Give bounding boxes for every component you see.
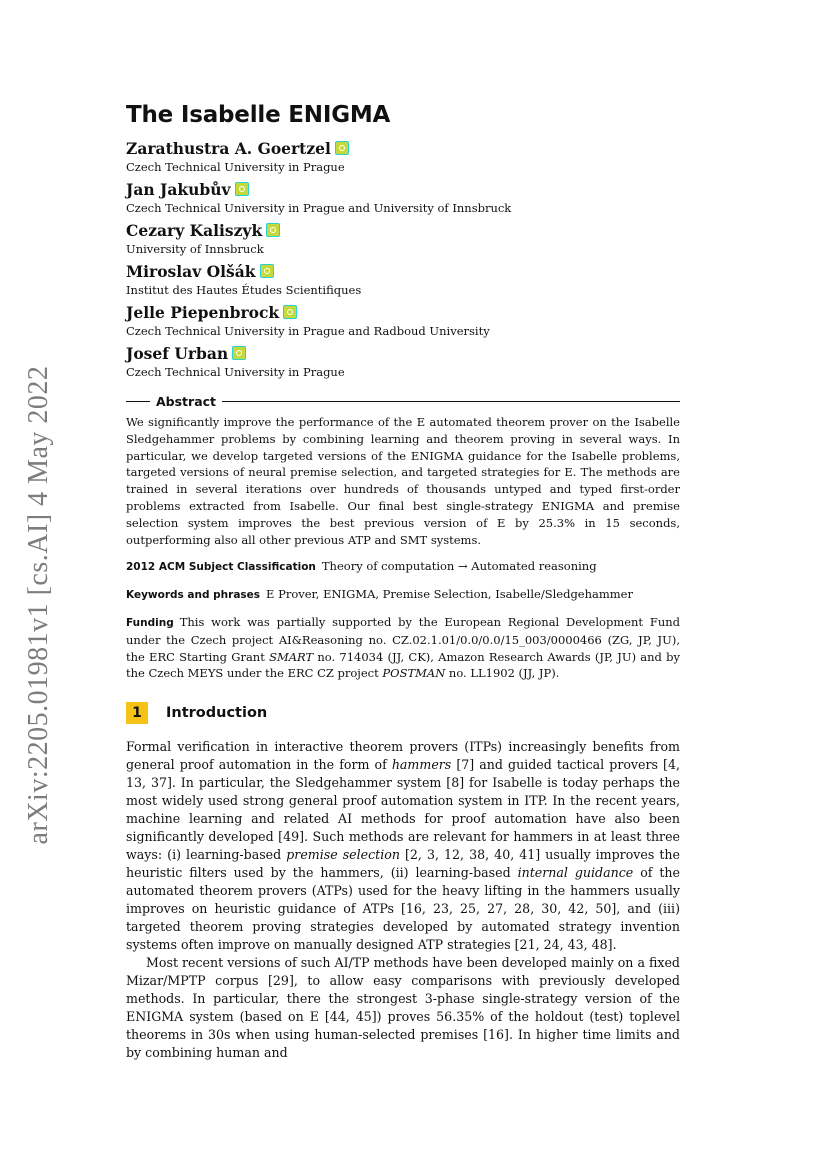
author-entry [126, 179, 680, 216]
p1-term-hammers: hammers [391, 757, 452, 773]
keywords-text: E Prover, ENIGMA, Premise Selection, Isabelle/Sledgehammer [266, 587, 633, 602]
author-name: Miroslav Olšák [126, 262, 256, 281]
orcid-icon[interactable] [235, 182, 249, 196]
author-entry [126, 343, 680, 380]
author-name: Josef Urban [126, 344, 229, 363]
orcid-icon[interactable] [260, 264, 274, 278]
funding-project-postman: POSTMAN [382, 666, 446, 681]
keywords [126, 586, 680, 604]
section-title: Introduction [166, 705, 268, 722]
p1-text-a: Formal verification in interactive theorem provers (ITPs) increasingly benefits from general proof automation in the form of [126, 739, 680, 773]
orcid-icon[interactable] [266, 223, 280, 237]
author-affiliation: University of Innsbruck [126, 242, 264, 256]
section-number: 1 [126, 702, 148, 724]
author-entry [126, 302, 680, 339]
funding-text-3: no. LL1902 (JJ, JP). [445, 666, 560, 681]
paragraph: Most recent versions of such AI/TP methods have been developed mainly on a fixed Mizar/MPTP corpus [29], to allow easy comparisons with previously developed methods. In particular, there the strongest 3-phase single-strategy version of the ENIGMA system (based on E [44, 45]) proves 56.35% of the holdout (test) toplevel theorems in 30s when using human-selected premises [16]. In higher time limits and by combining human and [126, 955, 680, 1061]
p1-term-premise-selection: premise selection [286, 847, 400, 863]
section-heading [126, 702, 680, 724]
author-affiliation: Czech Technical University in Prague [126, 160, 345, 174]
author-name: Zarathustra A. Goertzel [126, 139, 331, 158]
paragraph [126, 738, 680, 954]
funding-text-2: no. 714034 (JJ, CK), Amazon Research Awards (JP, JU) and by the Czech MEYS under the ERC CZ project [126, 649, 680, 681]
orcid-icon[interactable] [335, 141, 349, 155]
orcid-icon[interactable] [283, 305, 297, 319]
author-name: Cezary Kaliszyk [126, 221, 263, 240]
author-name: Jelle Piepenbrock [126, 303, 280, 322]
author-entry [126, 261, 680, 298]
funding-grant-smart: SMART [269, 649, 314, 664]
arxiv-identifier [14, 365, 64, 845]
author-affiliation: Czech Technical University in Prague and University of Innsbruck [126, 201, 512, 215]
funding-label: Funding [126, 616, 174, 629]
section-body [126, 738, 680, 1062]
abstract-rule-left [126, 401, 150, 402]
paper-page [126, 98, 680, 1062]
author-affiliation: Czech Technical University in Prague [126, 365, 345, 379]
acm-text: Theory of computation → Automated reasoning [321, 559, 597, 574]
acm-classification [126, 558, 680, 576]
author-list [126, 138, 680, 380]
acm-label: 2012 ACM Subject Classification [126, 561, 316, 574]
funding-text-1: This work was partially supported by the European Regional Development Fund under the Czech project AI&Reasoning no. CZ.02.1.01/0.0/0.0/15_003/0000466 (ZG, JP, JU), the ERC Starting Grant [126, 614, 680, 664]
keywords-label: Keywords and phrases [126, 589, 261, 602]
author-name: Jan Jakubův [126, 180, 231, 199]
funding [126, 614, 680, 682]
abstract-label: Abstract [156, 393, 217, 409]
arxiv-identifier-text: arXiv:2205.01981v1 [cs.AI] 4 May 2022 [23, 365, 54, 845]
paper-title: The Isabelle ENIGMA [126, 102, 391, 128]
author-entry [126, 220, 680, 257]
author-affiliation: Institut des Hautes Études Scientifiques [126, 283, 362, 297]
abstract-rule-right [222, 401, 680, 402]
author-affiliation: Czech Technical University in Prague and Radboud University [126, 324, 490, 338]
p1-term-internal-guidance: internal guidance [517, 865, 634, 881]
p1-text-g: of the automated theorem provers (ATPs) used for the heavy lifting in the hammers usually improves on heuristic guidance of ATPs [16, 23, 25, 27, 28, 30, 42, 50], and (iii) targeted theorem proving strategies developed by automated strategy invention systems often improve on manually designed ATP strategies [21, 24, 43, 48]. [126, 865, 680, 953]
p1-text-c: [7] and guided tactical provers [4, 13, 37]. In particular, the Sledgehammer system [8] for Isabelle is today perhaps the most widely used strong general proof automation system in ITP. In the recent years, machine learning and related AI methods for proof automation have also been significantly developed [49]. Such methods are relevant for hammers in at least three ways: (i) learning-based [126, 757, 680, 863]
abstract-heading [126, 394, 680, 408]
p1-text-e: [2, 3, 12, 38, 40, 41] usually improves the heuristic filters used by the hammers, (ii) learning-based [126, 847, 680, 881]
orcid-icon[interactable] [232, 346, 246, 360]
abstract-text: We significantly improve the performance of the E automated theorem prover on the Isabelle Sledgehammer problems by combining learning and theorem proving in several ways. In particular, we develop targeted versions of the ENIGMA guidance for the Isabelle problems, targeted versions of neural premise selection, and targeted strategies for E. The methods are trained in several iterations over hundreds of thousands untyped and typed first-order problems extracted from Isabelle. Our final best single-strategy ENIGMA and premise selection system improves the best previous version of E by 25.3% in 15 seconds, outperforming also all other previous ATP and SMT systems. [126, 415, 680, 547]
author-entry [126, 138, 680, 175]
